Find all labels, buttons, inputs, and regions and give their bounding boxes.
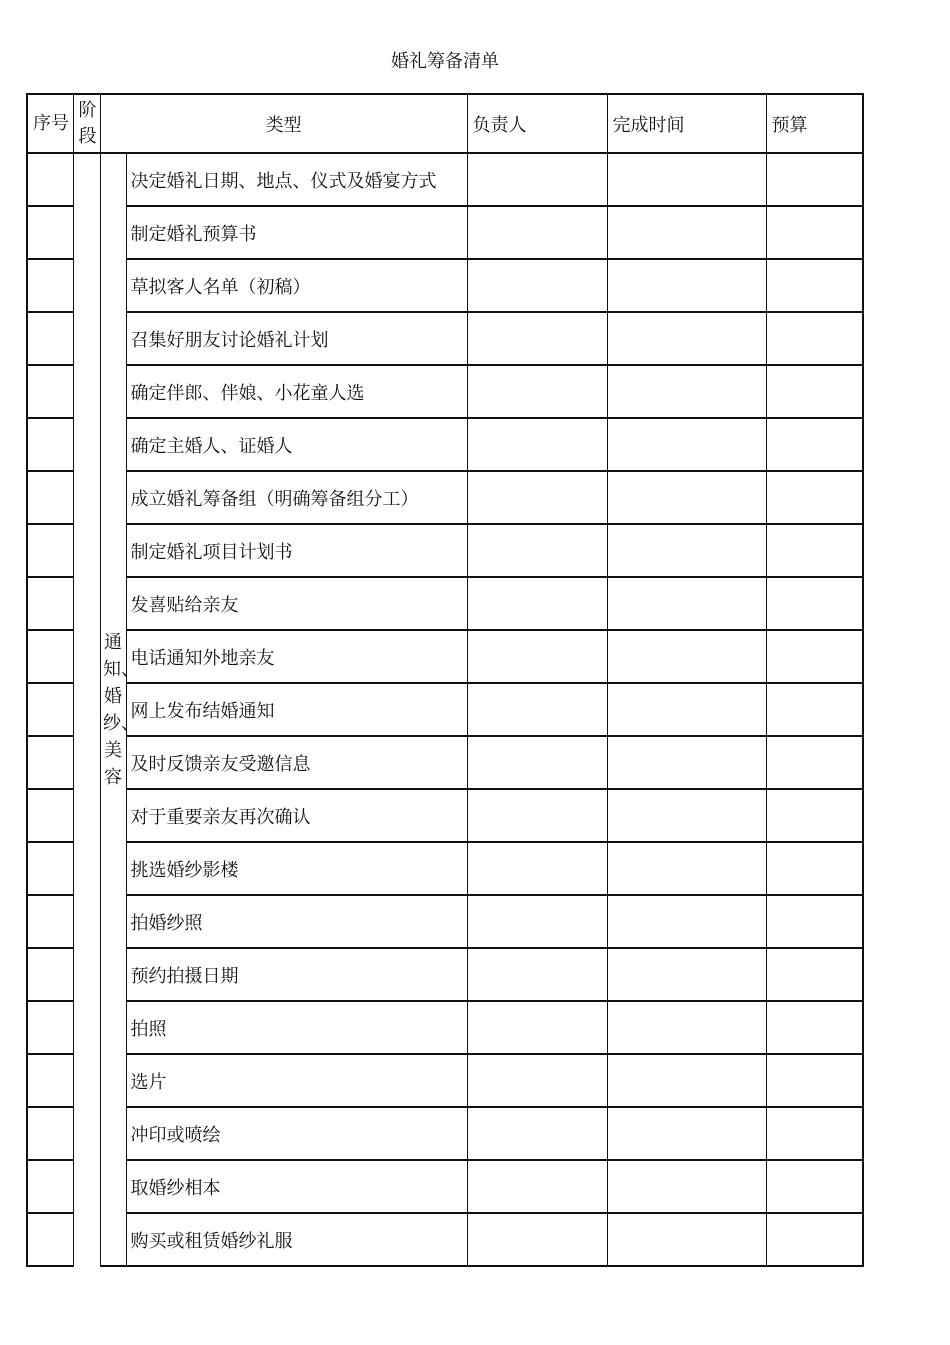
owner-cell[interactable] [467,259,607,312]
budget-cell[interactable] [766,1213,863,1266]
task-cell: 决定婚礼日期、地点、仪式及婚宴方式 [126,153,467,206]
seq-cell[interactable] [27,524,73,577]
done-time-cell[interactable] [607,683,766,736]
budget-cell[interactable] [766,683,863,736]
budget-cell[interactable] [766,577,863,630]
owner-cell[interactable] [467,1001,607,1054]
table-row [27,1001,863,1054]
owner-cell[interactable] [467,630,607,683]
owner-cell[interactable] [467,736,607,789]
done-time-cell[interactable] [607,524,766,577]
done-time-cell[interactable] [607,577,766,630]
seq-cell[interactable] [27,365,73,418]
owner-cell[interactable] [467,1213,607,1266]
budget-cell[interactable] [766,153,863,206]
done-time-cell[interactable] [607,312,766,365]
table-row [27,1213,863,1266]
task-cell: 取婚纱相本 [126,1160,467,1213]
header-owner: 负责人 [467,94,607,153]
table-row [27,153,863,206]
seq-cell[interactable] [27,630,73,683]
done-time-cell[interactable] [607,1054,766,1107]
owner-cell[interactable] [467,895,607,948]
seq-cell[interactable] [27,1054,73,1107]
document-title: 婚礼筹备清单 [391,51,499,72]
table-row [27,1160,863,1213]
table-row [27,789,863,842]
done-time-cell[interactable] [607,842,766,895]
owner-cell[interactable] [467,1054,607,1107]
seq-cell[interactable] [27,842,73,895]
seq-cell[interactable] [27,1160,73,1213]
done-time-cell[interactable] [607,471,766,524]
task-cell: 电话通知外地亲友 [126,630,467,683]
budget-cell[interactable] [766,418,863,471]
seq-cell[interactable] [27,577,73,630]
done-time-cell[interactable] [607,1001,766,1054]
task-cell: 冲印或喷绘 [126,1107,467,1160]
done-time-cell[interactable] [607,789,766,842]
table-row [27,1054,863,1107]
owner-cell[interactable] [467,948,607,1001]
budget-cell[interactable] [766,1107,863,1160]
task-cell: 挑选婚纱影楼 [126,842,467,895]
table-row [27,842,863,895]
owner-cell[interactable] [467,153,607,206]
task-cell: 草拟客人名单（初稿） [126,259,467,312]
table-row [27,206,863,259]
stage-cell [100,153,139,1266]
budget-cell[interactable] [766,259,863,312]
task-cell: 确定伴郎、伴娘、小花童人选 [126,365,467,418]
table-row [27,471,863,524]
table-row [27,524,863,577]
table-row [27,577,863,630]
budget-cell[interactable] [766,842,863,895]
table-header-row [27,94,863,153]
task-cell: 拍照 [126,1001,467,1054]
done-time-cell[interactable] [607,948,766,1001]
header-seq: 序号 [27,94,73,153]
table-row [27,895,863,948]
owner-cell[interactable] [467,312,607,365]
task-cell: 制定婚礼项目计划书 [126,524,467,577]
task-cell: 对于重要亲友再次确认 [126,789,467,842]
done-time-cell[interactable] [607,895,766,948]
done-time-cell[interactable] [607,1107,766,1160]
header-budget: 预算 [766,94,863,153]
seq-cell[interactable] [27,418,73,471]
table-row [27,736,863,789]
task-cell: 购买或租赁婚纱礼服 [126,1213,467,1266]
task-cell: 成立婚礼筹备组（明确筹备组分工） [126,471,467,524]
budget-cell[interactable] [766,524,863,577]
budget-cell[interactable] [766,365,863,418]
table-row [27,948,863,1001]
seq-cell[interactable] [27,259,73,312]
seq-cell[interactable] [27,1213,73,1266]
task-cell: 预约拍摄日期 [126,948,467,1001]
done-time-cell[interactable] [607,259,766,312]
task-cell: 拍婚纱照 [126,895,467,948]
budget-cell[interactable] [766,1001,863,1054]
seq-cell[interactable] [27,1001,73,1054]
table-row [27,630,863,683]
owner-cell[interactable] [467,1107,607,1160]
done-time-cell[interactable] [607,1160,766,1213]
seq-cell[interactable] [27,895,73,948]
task-cell: 召集好朋友讨论婚礼计划 [126,312,467,365]
budget-cell[interactable] [766,206,863,259]
budget-cell[interactable] [766,895,863,948]
stage-gap-cell [73,153,100,1266]
budget-cell[interactable] [766,1160,863,1213]
done-time-cell[interactable] [607,418,766,471]
owner-cell[interactable] [467,524,607,577]
budget-cell[interactable] [766,948,863,1001]
owner-cell[interactable] [467,1160,607,1213]
header-done-time: 完成时间 [607,94,766,153]
done-time-cell[interactable] [607,1213,766,1266]
seq-cell[interactable] [27,1107,73,1160]
table-row [27,418,863,471]
task-cell: 确定主婚人、证婚人 [126,418,467,471]
seq-cell[interactable] [27,471,73,524]
stage-label: 通知、婚纱、美容 [103,631,139,788]
table-row [27,259,863,312]
owner-cell[interactable] [467,789,607,842]
done-time-cell[interactable] [607,630,766,683]
table-row [27,683,863,736]
budget-cell[interactable] [766,736,863,789]
task-cell: 发喜贴给亲友 [126,577,467,630]
owner-cell[interactable] [467,683,607,736]
budget-cell[interactable] [766,312,863,365]
task-cell: 选片 [126,1054,467,1107]
budget-cell[interactable] [766,789,863,842]
done-time-cell[interactable] [607,206,766,259]
owner-cell[interactable] [467,471,607,524]
budget-cell[interactable] [766,471,863,524]
seq-cell[interactable] [27,206,73,259]
done-time-cell[interactable] [607,153,766,206]
seq-cell[interactable] [27,948,73,1001]
task-cell: 及时反馈亲友受邀信息 [126,736,467,789]
owner-cell[interactable] [467,842,607,895]
task-cell: 网上发布结婚通知 [126,683,467,736]
owner-cell[interactable] [467,206,607,259]
table-row [27,1107,863,1160]
table-row [27,312,863,365]
seq-cell[interactable] [27,789,73,842]
owner-cell[interactable] [467,365,607,418]
seq-cell[interactable] [27,312,73,365]
done-time-cell[interactable] [607,365,766,418]
header-stage: 阶段 [73,94,100,153]
seq-cell[interactable] [27,736,73,789]
table-row [27,365,863,418]
done-time-cell[interactable] [607,736,766,789]
wedding-checklist-table [26,93,864,1267]
seq-cell[interactable] [27,153,73,206]
budget-cell[interactable] [766,1054,863,1107]
owner-cell[interactable] [467,577,607,630]
header-type: 类型 [100,94,467,153]
owner-cell[interactable] [467,418,607,471]
seq-cell[interactable] [27,683,73,736]
budget-cell[interactable] [766,630,863,683]
task-cell: 制定婚礼预算书 [126,206,467,259]
